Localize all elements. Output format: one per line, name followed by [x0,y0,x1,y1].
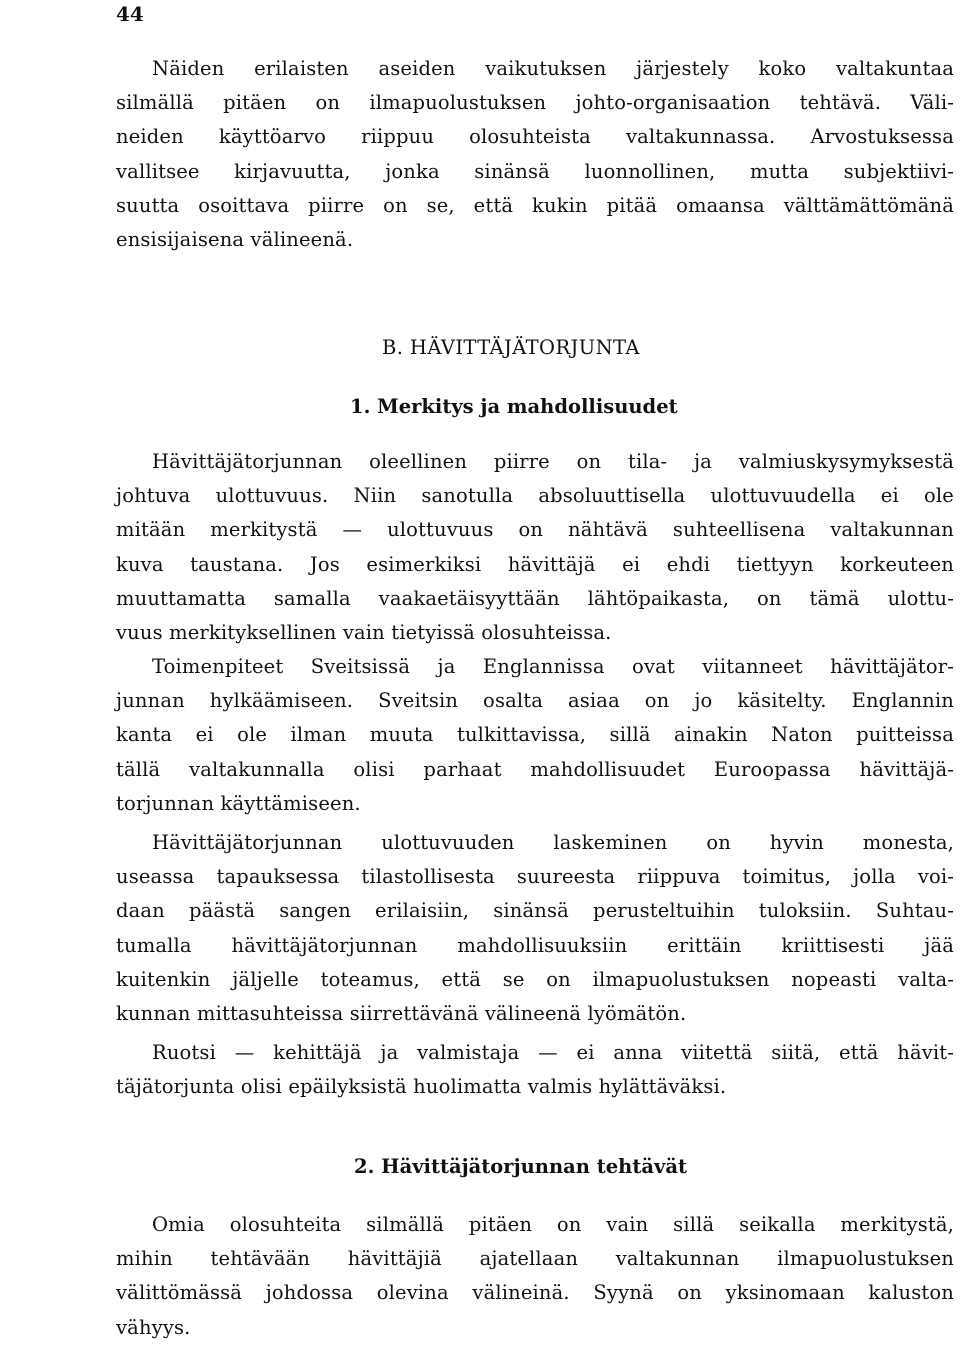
subsection-heading: 1. Merkitys ja mahdollisuudet [350,395,678,418]
text-line: Toimenpiteet Sveitsissä ja Englannissa ovat viitanneet hävittäjätor- [152,655,954,678]
text-line: Hävittäjätorjunnan oleellinen piirre on tila- ja valmiuskysymyksestä [152,450,954,473]
text-line: kuva taustana. Jos esimerkiksi hävittäjä ei ehdi tiettyyn korkeuteen [116,552,954,576]
text-line: vähyys. [116,1315,191,1339]
text-line: torjunnan käyttämiseen. [116,791,361,815]
paragraph [116,445,954,650]
text-line: johtuva ulottuvuus. Niin sanotulla absoluuttisella ulottuvuudella ei ole [116,484,954,508]
text-line: junnan hylkäämiseen. Sveitsin osalta asiaa on jo käsitelty. Englannin [116,689,954,713]
text-line: välittömässä johdossa olevina välineinä. Syynä on yksinomaan kaluston [116,1281,954,1305]
text-line: Näiden erilaisten aseiden vaikutuksen järjestely koko valtakuntaa [152,57,954,80]
paragraph [116,1208,954,1345]
intro-paragraph [116,52,954,257]
text-line: suutta osoittava piirre on se, että kukin pitää omaansa välttämättömänä [116,193,954,217]
text-line: useassa tapauksessa tilastollisesta suureesta riippuva toimitus, jolla voi- [116,865,954,889]
text-line: neiden käyttöarvo riippuu olosuhteista valtakunnassa. Arvostuksessa [116,125,954,149]
section-heading: B. HÄVITTÄJÄTORJUNTA [382,336,640,359]
text-line: Omia olosuhteita silmällä pitäen on vain sillä seikalla merkitystä, [152,1213,954,1236]
text-line: Hävittäjätorjunnan ulottuvuuden laskeminen on hyvin monesta, [152,831,954,854]
text-line: kanta ei ole ilman muuta tulkittavissa, sillä ainakin Naton puitteissa [116,723,954,747]
text-line: täjätorjunta olisi epäilyksistä huolimatta valmis hylättäväksi. [116,1075,727,1099]
text-line: ensisijaisena välineenä. [116,228,354,252]
text-line: tumalla hävittäjätorjunnan mahdollisuuksiin erittäin kriittisesti jää [116,933,954,957]
text-line: tällä valtakunnalla olisi parhaat mahdollisuudet Euroopassa hävittäjä- [116,757,954,781]
text-line: mitään merkitystä — ulottuvuus on nähtävä suhteellisena valtakunnan [116,518,954,542]
text-line: Ruotsi — kehittäjä ja valmistaja — ei anna viitettä siitä, että hävit- [152,1041,954,1064]
text-line: daan päästä sangen erilaisiin, sinänsä perusteltuihin tuloksiin. Suhtau- [116,899,954,923]
text-line: kunnan mittasuhteissa siirrettävänä välineenä lyömätön. [116,1002,687,1026]
subsection-heading: 2. Hävittäjätorjunnan tehtävät [354,1155,687,1178]
text-line: muuttamatta samalla vaakaetäisyyttään lähtöpaikasta, on tämä ulottu- [116,586,954,610]
text-line: vallitsee kirjavuutta, jonka sinänsä luonnollinen, mutta subjektiivi- [116,159,954,183]
text-line: vuus merkityksellinen vain tietyissä olosuhteissa. [116,621,612,645]
text-line: mihin tehtävään hävittäjiä ajatellaan valtakunnan ilmapuolustuksen [116,1247,954,1271]
page-number: 44 [116,2,144,26]
paragraph [116,650,954,821]
paragraph [116,826,954,1031]
text-line: kuitenkin jäljelle toteamus, että se on ilmapuolustuksen nopeasti valta- [116,967,954,991]
text-line: silmällä pitäen on ilmapuolustuksen johto-organisaation tehtävä. Väli- [116,91,954,115]
paragraph [116,1036,954,1104]
